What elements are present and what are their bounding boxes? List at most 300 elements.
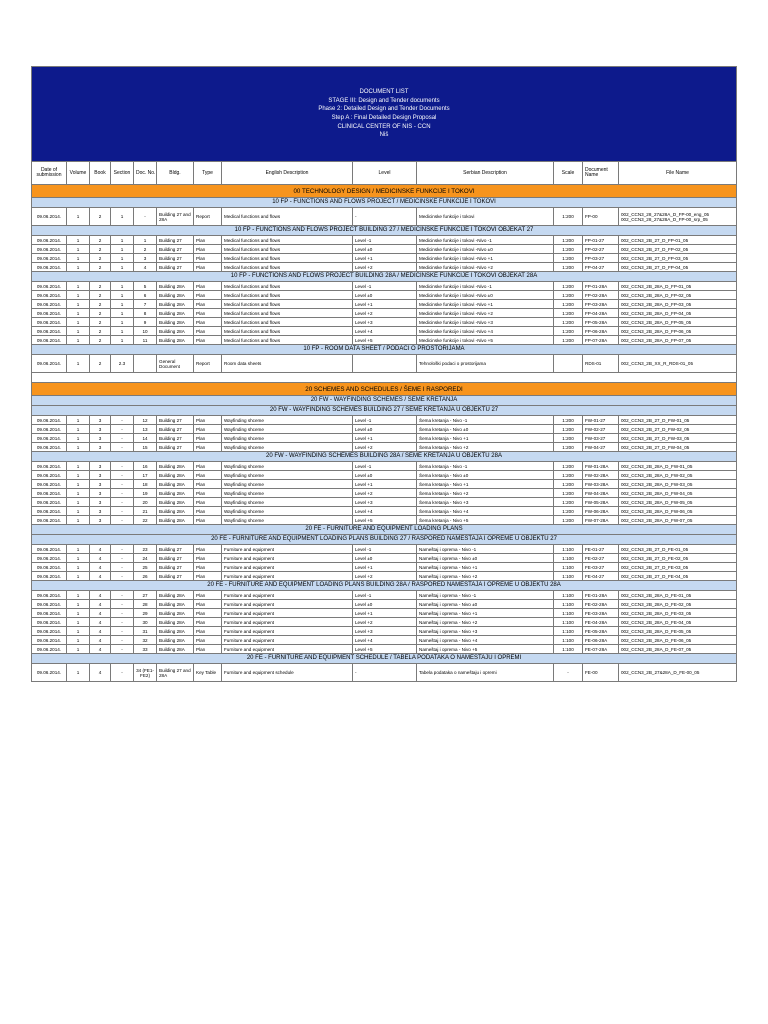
cell-bldg: Building 27 <box>157 443 194 452</box>
cell-book: 4 <box>90 545 111 554</box>
cell-doc-name: FW-07-28A <box>583 516 619 525</box>
cell-level: Level +5 <box>353 516 417 525</box>
cell-doc-name: FE-00 <box>583 664 619 682</box>
cell-file-name: 002_CCN3_2B_27_D_FE-04_05 <box>619 572 737 581</box>
cell-date: 09.06.2014. <box>32 554 67 563</box>
cell-bldg: Building 28A <box>157 507 194 516</box>
cell-section: - <box>111 443 134 452</box>
cell-doc-no: 31 <box>134 627 157 636</box>
cell-scale: 1:100 <box>554 627 583 636</box>
subsection-header: 10 FP - FUNCTIONS AND FLOWS PROJECT BUILDING 28A / MEDICINSKE FUNKCIJE I TOKOVI OBJEKAT 28A <box>32 272 737 282</box>
cell-file-name: 002_CCN3_2B_27_D_FW-01_05 <box>619 416 737 425</box>
cell-serbian: Nameštaj i oprema - Nivo +2 <box>417 572 554 581</box>
cell-scale: - <box>554 664 583 682</box>
cell-volume: 1 <box>67 309 90 318</box>
cell-scale: 1:100 <box>554 545 583 554</box>
cell-file-name: 002_CCN3_2B_27_D_FW-04_05 <box>619 443 737 452</box>
cell-level: Level ±0 <box>353 600 417 609</box>
cell-book: 3 <box>90 489 111 498</box>
cell-volume: 1 <box>67 572 90 581</box>
cell-doc-no: 10 <box>134 327 157 336</box>
cell-file-name: 002_CCN3_2B_28A_D_FW-05_05 <box>619 498 737 507</box>
cell-book: 4 <box>90 554 111 563</box>
cell-date: 09.06.2014. <box>32 336 67 345</box>
cell-level: Level -1 <box>353 462 417 471</box>
cell-file-name: 002_CCN3_2B_28A_D_FP-07_05 <box>619 336 737 345</box>
cell-section: 1 <box>111 300 134 309</box>
cell-date: 09.06.2014. <box>32 300 67 309</box>
header-volume: Volume <box>67 162 90 185</box>
cell-volume: 1 <box>67 291 90 300</box>
cell-file-name: 002_CCN3_2B_28A_D_FE-05_05 <box>619 627 737 636</box>
cell-serbian: Nameštaj i oprema - Nivo +4 <box>417 636 554 645</box>
cell-doc-name: FW-01-28A <box>583 462 619 471</box>
cell-level: Level +1 <box>353 434 417 443</box>
cell-section: - <box>111 507 134 516</box>
cell-section: - <box>111 489 134 498</box>
cell-file-name: 002_CCN3_2B_28A_D_FW-06_05 <box>619 507 737 516</box>
cell-type: Plan <box>194 309 222 318</box>
cell-file-name: 002_CCN3_2B_27_D_FE-03_05 <box>619 563 737 572</box>
cell-serbian: Šema kretanja - Nivo +4 <box>417 507 554 516</box>
cell-volume: 1 <box>67 336 90 345</box>
cell-volume: 1 <box>67 208 90 226</box>
cell-serbian: Nameštaj i oprema - Nivo -1 <box>417 545 554 554</box>
cell-english: Wayfinding shceme <box>222 443 353 452</box>
cell-book: 2 <box>90 236 111 245</box>
cell-type: Plan <box>194 609 222 618</box>
cell-bldg: Building 27 and 28A <box>157 208 194 226</box>
table-row <box>32 480 737 489</box>
cell-scale: 1:200 <box>554 291 583 300</box>
cell-date: 09.06.2014. <box>32 636 67 645</box>
cell-file-name: 002_CCN3_2B_XX_R_RDS-01_05 <box>619 355 737 373</box>
cell-book: 4 <box>90 591 111 600</box>
cell-doc-no: 19 <box>134 489 157 498</box>
cell-volume: 1 <box>67 282 90 291</box>
table-row <box>32 516 737 525</box>
cell-serbian: Tehnološki podaci o prostorijama <box>417 355 554 373</box>
cell-level: Level +1 <box>353 609 417 618</box>
cell-file-name: 002_CCN3_2B_28A_D_FE-01_05 <box>619 591 737 600</box>
cell-doc-name: FE-03-28A <box>583 609 619 618</box>
cell-serbian: Nameštaj i oprema - Nivo +3 <box>417 627 554 636</box>
cell-type: Plan <box>194 636 222 645</box>
cell-bldg: Building 28A <box>157 462 194 471</box>
cell-level: Level ±0 <box>353 245 417 254</box>
cell-doc-name: FW-02-27 <box>583 425 619 434</box>
cell-book: 2 <box>90 318 111 327</box>
cell-type: Plan <box>194 572 222 581</box>
cell-serbian: Šema kretanja - Nivo +1 <box>417 480 554 489</box>
cell-english: Wayfinding shceme <box>222 425 353 434</box>
cell-serbian: Medicinske funkcije i tokovi -Nivo ±0 <box>417 291 554 300</box>
cell-volume: 1 <box>67 236 90 245</box>
cell-scale: 1:200 <box>554 443 583 452</box>
table-row <box>32 254 737 263</box>
cell-book: 4 <box>90 600 111 609</box>
cell-date: 09.06.2014. <box>32 516 67 525</box>
cell-book: 4 <box>90 618 111 627</box>
cell-book: 3 <box>90 516 111 525</box>
cell-level: Level +5 <box>353 336 417 345</box>
table-row <box>32 489 737 498</box>
cell-volume: 1 <box>67 318 90 327</box>
cell-scale: 1:100 <box>554 563 583 572</box>
cell-serbian: Medicinske funkcije i tokovi -Nivo -1 <box>417 236 554 245</box>
cell-scale: 1:200 <box>554 208 583 226</box>
table-row <box>32 507 737 516</box>
subsection-header: 20 FW - WAYFINDING SCHEMES BUILDING 27 / ŠEME KRETANJA U OBJEKTU 27 <box>32 406 737 416</box>
cell-date: 09.06.2014. <box>32 572 67 581</box>
cell-book: 2 <box>90 355 111 373</box>
cell-book: 4 <box>90 636 111 645</box>
header-date: Date of submission <box>32 162 67 185</box>
cell-section: 1 <box>111 254 134 263</box>
cell-date: 09.06.2014. <box>32 489 67 498</box>
cell-bldg: Building 27 <box>157 425 194 434</box>
cell-doc-name: FW-02-28A <box>583 471 619 480</box>
cell-type: Plan <box>194 489 222 498</box>
cell-volume: 1 <box>67 498 90 507</box>
cell-date: 09.06.2014. <box>32 507 67 516</box>
table-row <box>32 291 737 300</box>
cell-file-name: 002_CCN3_2B_27_D_FP-01_05 <box>619 236 737 245</box>
cell-serbian: Nameštaj i oprema - Nivo ±0 <box>417 554 554 563</box>
cell-volume: 1 <box>67 664 90 682</box>
cell-english: Wayfinding shceme <box>222 462 353 471</box>
cell-date: 09.06.2014. <box>32 416 67 425</box>
cell-serbian: Nameštaj i oprema - Nivo +1 <box>417 563 554 572</box>
cell-doc-name: FE-02-28A <box>583 600 619 609</box>
cell-file-name: 002_CCN3_28_27&28A_D_FP-00_eng_05 002_CCN3_28_27&28A_D_FP-00_srp_05 <box>619 208 737 226</box>
cell-doc-no: 34 (FE1-FE2) <box>134 664 157 682</box>
cell-volume: 1 <box>67 545 90 554</box>
cell-file-name: 002_CCN3_2B_28A_D_FP-06_05 <box>619 327 737 336</box>
cell-doc-name: FE-01-28A <box>583 591 619 600</box>
cell-bldg: Building 27 <box>157 545 194 554</box>
cell-english: Medical functions and flows <box>222 318 353 327</box>
cell-doc-name: FE-05-28A <box>583 627 619 636</box>
cell-volume: 1 <box>67 618 90 627</box>
cell-level: Level ±0 <box>353 554 417 563</box>
cell-type: Plan <box>194 480 222 489</box>
cell-volume: 1 <box>67 516 90 525</box>
cell-book: 4 <box>90 572 111 581</box>
cell-bldg: Building 28A <box>157 627 194 636</box>
cell-doc-no: 22 <box>134 516 157 525</box>
table-row <box>32 425 737 434</box>
cell-serbian: Tabela podataka o nameštaju i opremi <box>417 664 554 682</box>
table-row <box>32 591 737 600</box>
document-list-table <box>31 66 737 682</box>
cell-volume: 1 <box>67 636 90 645</box>
cell-scale: 1:100 <box>554 591 583 600</box>
cell-section: - <box>111 434 134 443</box>
cell-section: 1 <box>111 327 134 336</box>
cell-serbian: Nameštaj i oprema - Nivo +5 <box>417 645 554 654</box>
cell-english: Wayfinding shceme <box>222 507 353 516</box>
cell-section: - <box>111 462 134 471</box>
cell-type: Plan <box>194 618 222 627</box>
cell-level: Level +2 <box>353 572 417 581</box>
cell-serbian: Šema kretanja - Nivo +5 <box>417 516 554 525</box>
cell-serbian: Medicinske funkcije i tokovi -Nivo +5 <box>417 336 554 345</box>
table-row <box>32 462 737 471</box>
cell-bldg: Building 28A <box>157 282 194 291</box>
cell-type: Plan <box>194 443 222 452</box>
cell-bldg: Building 27 <box>157 563 194 572</box>
cell-type: Plan <box>194 282 222 291</box>
cell-serbian: Medicinske funkcije i tokovi -Nivo -1 <box>417 282 554 291</box>
table-row <box>32 416 737 425</box>
cell-serbian: Šema kretanja - Nivo -1 <box>417 416 554 425</box>
cell-volume: 1 <box>67 480 90 489</box>
cell-doc-no: 3 <box>134 254 157 263</box>
cell-type: Plan <box>194 291 222 300</box>
cell-date: 09.06.2014. <box>32 245 67 254</box>
cell-date: 09.06.2014. <box>32 618 67 627</box>
header-doc-name: Document Name <box>583 162 619 185</box>
cell-type: Plan <box>194 498 222 507</box>
cell-doc-no: 11 <box>134 336 157 345</box>
cell-level: Level +1 <box>353 480 417 489</box>
cell-doc-no: 28 <box>134 600 157 609</box>
cell-book: 4 <box>90 563 111 572</box>
cell-doc-name: FP-05-28A <box>583 318 619 327</box>
cell-file-name: 002_CCN3_2B_27_D_FP-04_05 <box>619 263 737 272</box>
cell-english: Wayfinding shceme <box>222 434 353 443</box>
cell-doc-no: 25 <box>134 563 157 572</box>
cell-scale: 1:100 <box>554 572 583 581</box>
subsection-header: 20 FE - FURNITURE AND EQUIPMENT LOADING PLANS <box>32 525 737 535</box>
cell-type: Report <box>194 208 222 226</box>
cell-serbian: Šema kretanja - Nivo ±0 <box>417 425 554 434</box>
cell-file-name: 002_CCN3_2B_27_D_FE-01_05 <box>619 545 737 554</box>
title-row <box>32 67 737 162</box>
cell-section: 1 <box>111 263 134 272</box>
cell-volume: 1 <box>67 245 90 254</box>
cell-date: 09.06.2014. <box>32 291 67 300</box>
cell-section: - <box>111 572 134 581</box>
cell-english: Medical functions and flows <box>222 263 353 272</box>
cell-volume: 1 <box>67 434 90 443</box>
cell-scale: 1:200 <box>554 309 583 318</box>
cell-section: 1 <box>111 336 134 345</box>
cell-level: Level +4 <box>353 636 417 645</box>
cell-level: Level +1 <box>353 254 417 263</box>
cell-file-name: 002_CCN3_2B_28A_D_FE-02_05 <box>619 600 737 609</box>
cell-doc-no: 1 <box>134 236 157 245</box>
cell-scale: 1:100 <box>554 645 583 654</box>
cell-file-name: 002_CCN3_2B_28A_D_FP-01_05 <box>619 282 737 291</box>
cell-file-name: 002_CCN3_2B_27_D_FW-03_05 <box>619 434 737 443</box>
cell-book: 3 <box>90 434 111 443</box>
cell-level <box>353 355 417 373</box>
cell-level: Level -1 <box>353 236 417 245</box>
cell-scale: 1:200 <box>554 516 583 525</box>
cell-volume: 1 <box>67 489 90 498</box>
cell-bldg: Building 28A <box>157 618 194 627</box>
title-line: CLINICAL CENTER OF NIS - CCN <box>337 123 431 130</box>
cell-type: Plan <box>194 254 222 263</box>
cell-date: 09.06.2014. <box>32 263 67 272</box>
cell-date: 09.06.2014. <box>32 327 67 336</box>
cell-bldg: Building 28A <box>157 471 194 480</box>
cell-doc-no: 24 <box>134 554 157 563</box>
cell-bldg: Building 28A <box>157 336 194 345</box>
subsection-header: 10 FP - FUNCTIONS AND FLOWS PROJECT / MEDICINSKE FUNKCIJE I TOKOVI <box>32 198 737 208</box>
cell-date: 09.06.2014. <box>32 236 67 245</box>
cell-serbian: Nameštaj i oprema - Nivo +1 <box>417 609 554 618</box>
cell-type: Plan <box>194 434 222 443</box>
cell-book: 4 <box>90 609 111 618</box>
cell-type: Plan <box>194 236 222 245</box>
section-header: 00 TECHNOLOGY DESIGN / MEDICINSKE FUNKCIJE I TOKOVI <box>32 185 737 198</box>
cell-file-name: 002_CCN3_2B_28A_D_FW-02_05 <box>619 471 737 480</box>
cell-type: Plan <box>194 600 222 609</box>
cell-bldg: Building 28A <box>157 327 194 336</box>
cell-english: Wayfinding shceme <box>222 516 353 525</box>
cell-file-name: 002_CCN3_2B_28A_D_FE-03_05 <box>619 609 737 618</box>
table-row <box>32 545 737 554</box>
cell-volume: 1 <box>67 300 90 309</box>
cell-file-name: 002_CCN3_2B_28A_D_FW-01_05 <box>619 462 737 471</box>
cell-bldg: Building 28A <box>157 516 194 525</box>
cell-english: Medical functions and flows <box>222 282 353 291</box>
cell-volume: 1 <box>67 627 90 636</box>
cell-date: 09.06.2014. <box>32 425 67 434</box>
subsection-header-row <box>32 452 737 462</box>
cell-bldg: Building 27 <box>157 434 194 443</box>
cell-level: Level +3 <box>353 498 417 507</box>
cell-scale: 1:200 <box>554 425 583 434</box>
cell-section: - <box>111 416 134 425</box>
cell-doc-no: 30 <box>134 618 157 627</box>
cell-scale: 1:200 <box>554 327 583 336</box>
cell-book: 3 <box>90 480 111 489</box>
subsection-header-row <box>32 272 737 282</box>
table-row <box>32 434 737 443</box>
cell-serbian: Šema kretanja - Nivo +1 <box>417 434 554 443</box>
cell-level: Level -1 <box>353 282 417 291</box>
table-row <box>32 627 737 636</box>
cell-bldg: General Document <box>157 355 194 373</box>
cell-bldg: Building 28A <box>157 591 194 600</box>
cell-book: 3 <box>90 498 111 507</box>
cell-volume: 1 <box>67 507 90 516</box>
cell-level: Level -1 <box>353 545 417 554</box>
cell-doc-no: 17 <box>134 471 157 480</box>
spacer-cell <box>32 373 737 383</box>
subsection-header-row <box>32 535 737 545</box>
cell-volume: 1 <box>67 355 90 373</box>
cell-scale: 1:100 <box>554 609 583 618</box>
cell-doc-no: 14 <box>134 434 157 443</box>
cell-file-name: 002_CCN3_2B_28A_D_FP-05_05 <box>619 318 737 327</box>
cell-type: Plan <box>194 545 222 554</box>
table-row <box>32 263 737 272</box>
cell-scale: 1:100 <box>554 600 583 609</box>
title-line: STAGE III: Design and Tender documents <box>328 97 440 104</box>
cell-doc-name: FP-04-27 <box>583 263 619 272</box>
cell-type: Plan <box>194 462 222 471</box>
cell-section: - <box>111 498 134 507</box>
cell-type: Plan <box>194 471 222 480</box>
cell-type: Plan <box>194 507 222 516</box>
subsection-header: 20 FE - FURNITURE AND EQUIPMENT SCHEDULE / TABELA PODATAKA O NAMEŠTAJU I OPREMI <box>32 654 737 664</box>
header-doc-no: Doc. No. <box>134 162 157 185</box>
cell-doc-no: 27 <box>134 591 157 600</box>
spacer-row <box>32 373 737 383</box>
cell-book: 2 <box>90 327 111 336</box>
cell-section: - <box>111 618 134 627</box>
cell-english: Medical functions and flows <box>222 254 353 263</box>
cell-scale: 1:200 <box>554 471 583 480</box>
cell-date: 09.06.2014. <box>32 645 67 654</box>
cell-book: 3 <box>90 416 111 425</box>
cell-bldg: Building 27 <box>157 236 194 245</box>
table-row <box>32 443 737 452</box>
cell-book: 3 <box>90 443 111 452</box>
header-english: English Description <box>222 162 353 185</box>
cell-file-name: 002_CCN3_2B_28A_D_FP-04_05 <box>619 309 737 318</box>
cell-volume: 1 <box>67 327 90 336</box>
cell-doc-name: FP-01-27 <box>583 236 619 245</box>
cell-level: Level +2 <box>353 309 417 318</box>
cell-doc-name: FE-04-28A <box>583 618 619 627</box>
cell-doc-no: 9 <box>134 318 157 327</box>
cell-serbian: Medicinske funkcije i tokovi -Nivo +4 <box>417 327 554 336</box>
subsection-header-row <box>32 396 737 406</box>
cell-level: Level +1 <box>353 563 417 572</box>
cell-volume: 1 <box>67 600 90 609</box>
cell-doc-name: FP-01-28A <box>583 282 619 291</box>
cell-scale: 1:200 <box>554 507 583 516</box>
cell-doc-no: 15 <box>134 443 157 452</box>
cell-section: - <box>111 554 134 563</box>
cell-type: Plan <box>194 327 222 336</box>
cell-serbian: Nameštaj i oprema - Nivo ±0 <box>417 600 554 609</box>
cell-scale: 1:100 <box>554 554 583 563</box>
cell-section: 1 <box>111 208 134 226</box>
cell-english: Medical functions and flows <box>222 245 353 254</box>
cell-section: 1 <box>111 236 134 245</box>
cell-english: Medical functions and flows <box>222 208 353 226</box>
section-header-row <box>32 383 737 396</box>
cell-book: 3 <box>90 471 111 480</box>
cell-date: 09.06.2014. <box>32 591 67 600</box>
cell-scale: 1:200 <box>554 489 583 498</box>
cell-book: 2 <box>90 282 111 291</box>
cell-type: Report <box>194 355 222 373</box>
subsection-header-row <box>32 654 737 664</box>
cell-doc-no: 32 <box>134 636 157 645</box>
cell-type: Plan <box>194 627 222 636</box>
cell-english: Furniture and equipment <box>222 591 353 600</box>
cell-doc-name: FP-03-27 <box>583 254 619 263</box>
cell-bldg: Building 27 <box>157 245 194 254</box>
cell-bldg: Building 28A <box>157 300 194 309</box>
table-row <box>32 498 737 507</box>
cell-bldg: Building 27 <box>157 254 194 263</box>
cell-file-name: 002_CCN3_2B_27&28A_D_FE-00_05 <box>619 664 737 682</box>
cell-serbian: Šema kretanja - Nivo +2 <box>417 489 554 498</box>
cell-type: Plan <box>194 516 222 525</box>
cell-file-name: 002_CCN3_2B_28A_D_FW-04_05 <box>619 489 737 498</box>
cell-bldg: Building 27 <box>157 554 194 563</box>
subsection-header: 20 FE - FURNITURE AND EQUIPMENT LOADING PLANS BUILDING 27 / RASPORED NAMEŠTAJA I OPREME U OBJEKTU 27 <box>32 535 737 545</box>
